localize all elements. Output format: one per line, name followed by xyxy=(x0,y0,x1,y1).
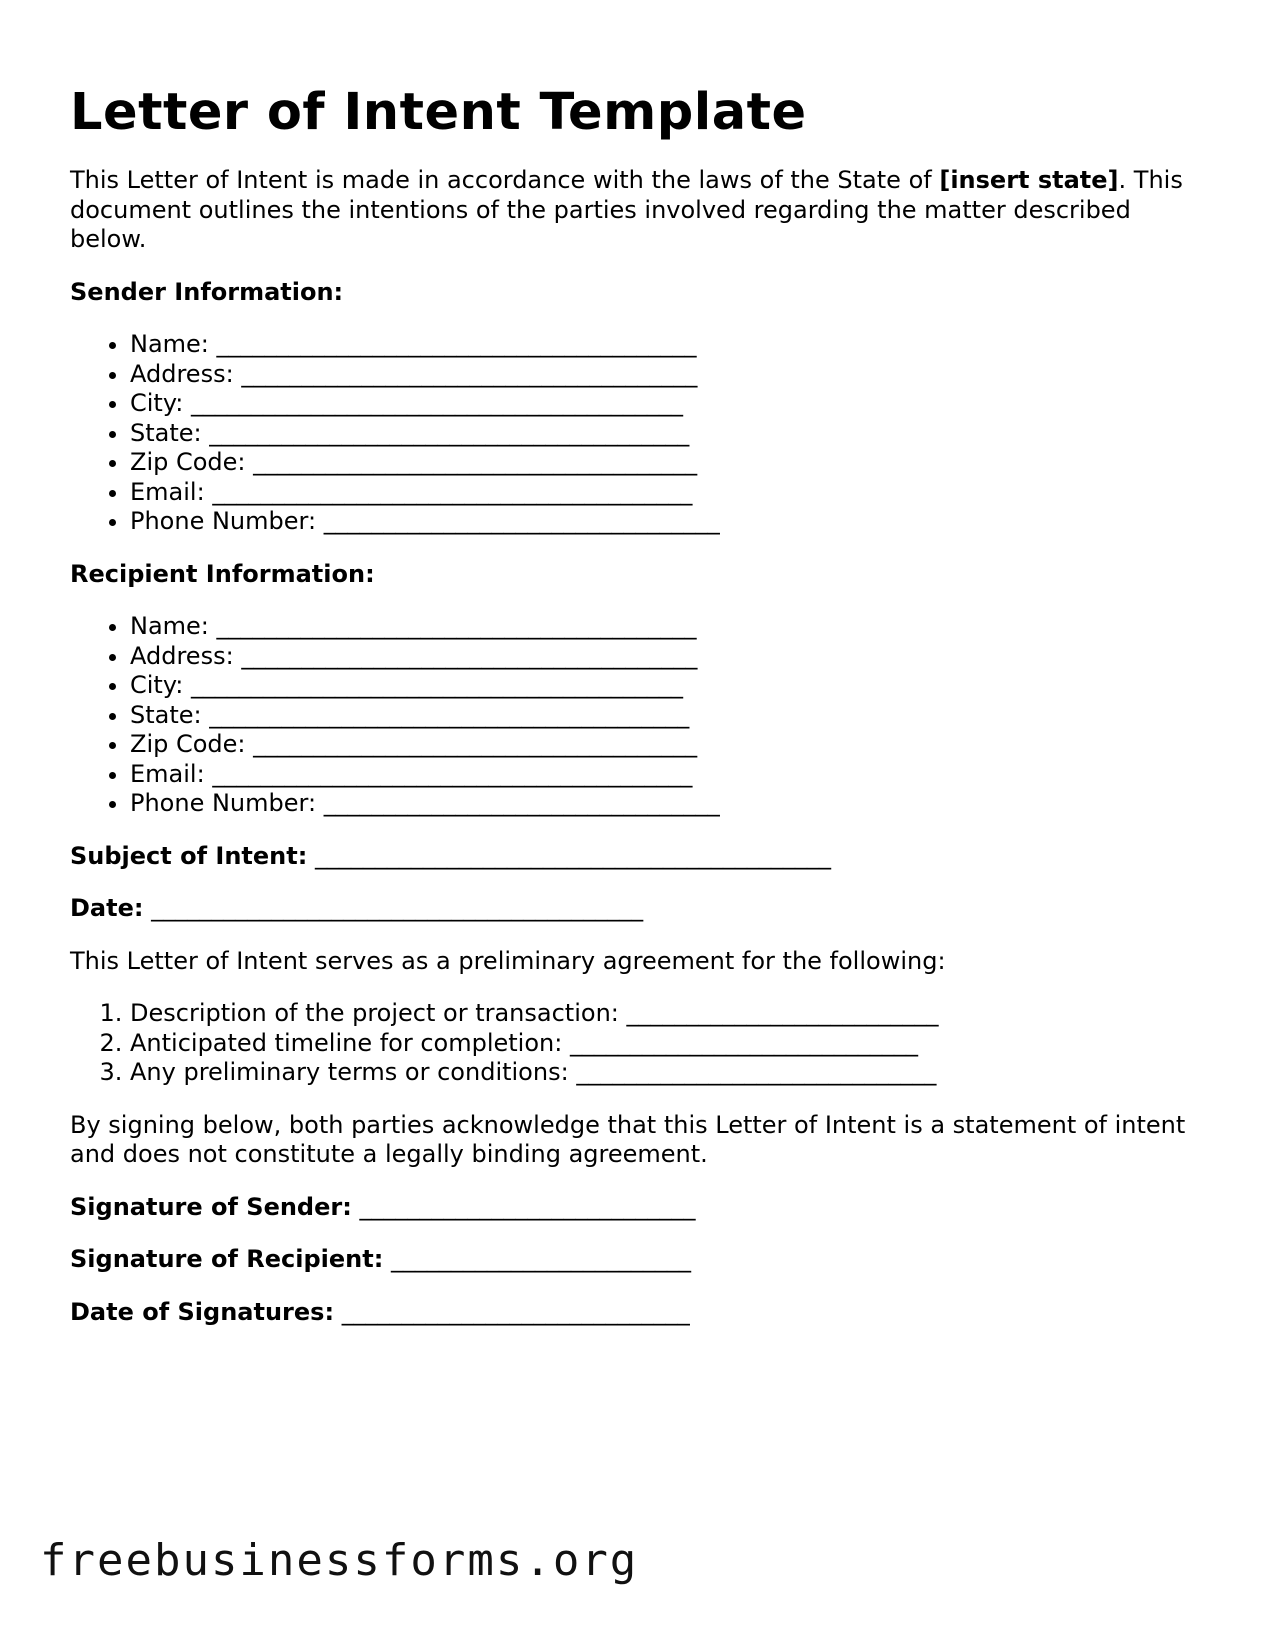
recipient-fields-list xyxy=(70,612,1200,819)
recipient-zip-blank[interactable]: _____________________________________ xyxy=(253,730,698,758)
sender-name-field: • Name: ________________________________________ xyxy=(130,330,1200,360)
sender-state-blank[interactable]: ________________________________________ xyxy=(209,418,690,447)
sender-signature-blank[interactable]: ____________________________ xyxy=(359,1192,696,1221)
recipient-heading: Recipient Information: xyxy=(70,559,375,588)
date-field xyxy=(70,894,1200,924)
recipient-city-blank[interactable]: _________________________________________ xyxy=(191,671,684,699)
sender-city-blank[interactable]: _________________________________________ xyxy=(191,389,684,417)
signatures-date-field xyxy=(70,1298,1200,1328)
sender-city-field: • City: _________________________________________ xyxy=(130,389,1200,419)
recipient-email-field: • Email: ________________________________________ xyxy=(130,760,1200,790)
item-terms: 3. Any preliminary terms or conditions: ______________________________ xyxy=(130,1058,1200,1088)
watermark: freebusinessforms.org xyxy=(40,1535,639,1586)
subject-label: Subject of Intent: xyxy=(70,841,308,870)
sender-email-field: • Email: ________________________________________ xyxy=(130,478,1200,508)
recipient-signature-blank[interactable]: _________________________ xyxy=(390,1245,691,1273)
sender-fields-list xyxy=(70,330,1200,537)
recipient-city-field: • City: _________________________________________ xyxy=(130,671,1200,701)
sender-name-blank[interactable]: ________________________________________ xyxy=(216,330,697,358)
subject-field xyxy=(70,842,1200,872)
recipient-phone-blank[interactable]: _________________________________ xyxy=(323,789,720,817)
sender-phone-blank[interactable]: _________________________________ xyxy=(323,507,720,535)
recipient-address-blank[interactable]: ______________________________________ xyxy=(241,641,698,670)
document-page xyxy=(70,80,1200,1327)
subject-blank[interactable]: ___________________________________________ xyxy=(314,841,831,870)
acknowledgement-paragraph: By signing below, both parties acknowledge that this Letter of Intent is a statement of intent and does not constitute a legally binding agreement. xyxy=(70,1110,1186,1168)
recipient-phone-field: • Phone Number: _________________________________ xyxy=(130,789,1200,819)
page-title: Letter of Intent Template xyxy=(70,83,807,142)
item-description: 1. Description of the project or transaction: __________________________ xyxy=(130,999,1200,1029)
date-blank[interactable]: _________________________________________ xyxy=(151,894,644,922)
sender-email-blank[interactable]: ________________________________________ xyxy=(212,477,693,506)
sender-zip-blank[interactable]: _____________________________________ xyxy=(253,448,698,476)
preliminary-text: This Letter of Intent serves as a preliminary agreement for the following: xyxy=(70,946,946,975)
signatures-date-label: Date of Signatures: xyxy=(70,1297,335,1326)
signatures-date-blank[interactable]: _____________________________ xyxy=(341,1297,690,1326)
sender-heading: Sender Information: xyxy=(70,277,344,306)
recipient-signature-field xyxy=(70,1245,1200,1275)
recipient-email-blank[interactable]: ________________________________________ xyxy=(212,759,693,788)
intro-prefix: This Letter of Intent is made in accordance with the laws of the State of xyxy=(70,166,940,194)
recipient-name-field: • Name: ________________________________________ xyxy=(130,612,1200,642)
recipient-name-blank[interactable]: ________________________________________ xyxy=(216,612,697,640)
preliminary-items-list xyxy=(70,999,1200,1088)
sender-state-field: • State: ________________________________________ xyxy=(130,419,1200,449)
item-timeline: 2. Anticipated timeline for completion: _____________________________ xyxy=(130,1029,1200,1059)
item-timeline-blank[interactable]: _____________________________ xyxy=(569,1028,918,1057)
recipient-state-field: • State: ________________________________________ xyxy=(130,701,1200,731)
intro-suffix: . This document outlines the intentions of the parties involved regarding the matter described below. xyxy=(70,166,1183,253)
recipient-state-blank[interactable]: ________________________________________ xyxy=(209,700,690,729)
sender-zip-field: • Zip Code: _____________________________________ xyxy=(130,448,1200,478)
recipient-address-field: • Address: ______________________________________ xyxy=(130,642,1200,672)
state-placeholder: [insert state] xyxy=(939,166,1119,194)
item-terms-blank[interactable]: ______________________________ xyxy=(576,1058,937,1086)
recipient-zip-field: • Zip Code: _____________________________________ xyxy=(130,730,1200,760)
item-description-blank[interactable]: __________________________ xyxy=(626,999,939,1027)
intro-paragraph xyxy=(70,166,1200,255)
sender-address-blank[interactable]: ______________________________________ xyxy=(241,359,698,388)
sender-address-field: • Address: ______________________________________ xyxy=(130,360,1200,390)
sender-phone-field: • Phone Number: _________________________________ xyxy=(130,507,1200,537)
sender-signature-label: Signature of Sender: xyxy=(70,1192,352,1221)
sender-signature-field xyxy=(70,1193,1200,1223)
date-label: Date: xyxy=(70,894,144,922)
recipient-signature-label: Signature of Recipient: xyxy=(70,1245,384,1273)
